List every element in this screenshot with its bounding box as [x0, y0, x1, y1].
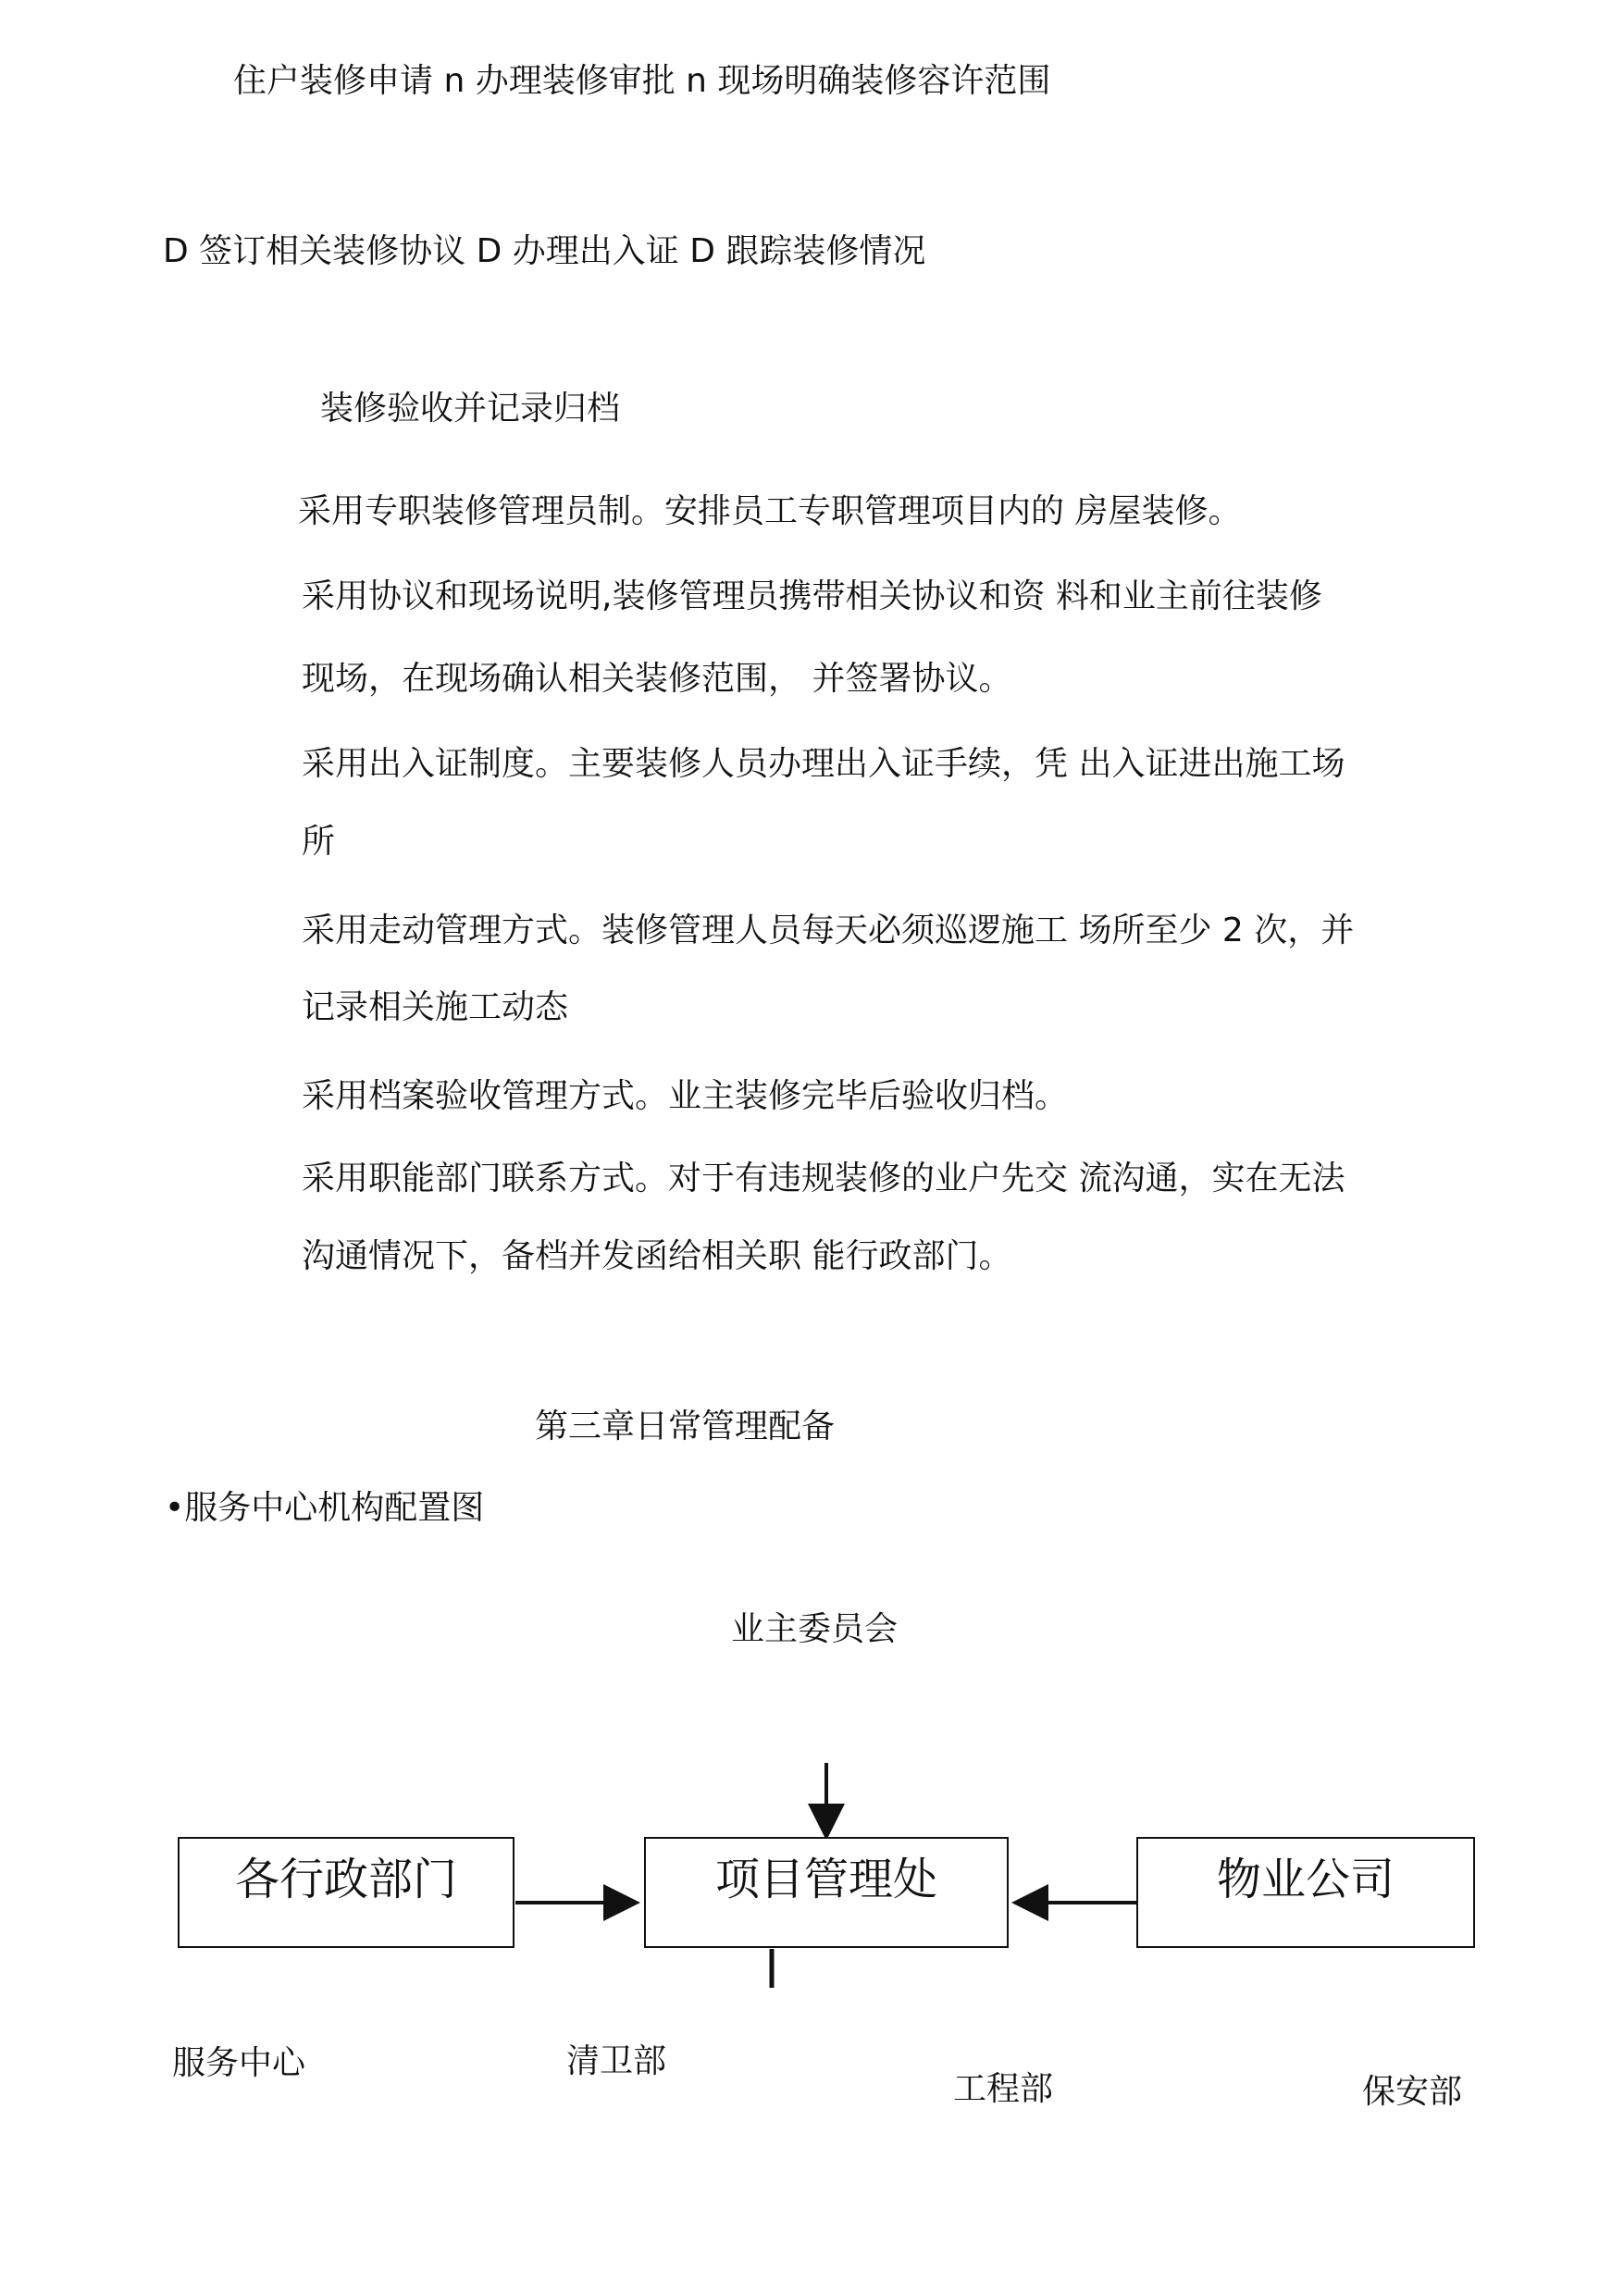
flow-line-1: 住户装修申请 n 办理装修审批 n 现场明确装修容许范围	[233, 62, 1051, 100]
measure-4-line-2: 记录相关施工动态	[302, 988, 569, 1026]
dept-security: 保安部	[1362, 2073, 1463, 2111]
org-box-property-company-label: 物业公司	[1216, 1854, 1395, 1905]
org-box-property-company	[1136, 1837, 1475, 1948]
measure-2-line-2: 现场，在现场确认相关装修范围， 并签署协议。	[302, 660, 1012, 698]
section-title: •服务中心机构配置图	[165, 1489, 485, 1527]
measure-4-line-1: 采用走动管理方式。装修管理人员每天必须巡逻施工 场所至少 2 次，并	[302, 912, 1355, 949]
org-box-admin-departments	[178, 1837, 514, 1948]
flow-line-3: 装修验收并记录归档	[320, 390, 621, 428]
dept-cleaning: 清卫部	[566, 2042, 667, 2080]
org-top-label: 业主委员会	[731, 1610, 899, 1648]
measure-6-line-1: 采用职能部门联系方式。对于有违规装修的业户先交 流沟通，实在无法	[302, 1160, 1345, 1197]
dept-service-center: 服务中心	[172, 2044, 306, 2082]
measure-5-line-1: 采用档案验收管理方式。业主装修完毕后验收归档。	[302, 1077, 1069, 1115]
measure-3-line-1: 采用出入证制度。主要装修人员办理出入证手续，凭 出入证进出施工场	[302, 745, 1345, 783]
org-box-project-management-label: 项目管理处	[714, 1854, 937, 1905]
org-box-project-management	[644, 1837, 1009, 1948]
measure-2-line-1: 采用协议和现场说明,装修管理员携带相关协议和资 料和业主前往装修	[302, 577, 1322, 615]
measure-3-line-2: 所	[302, 823, 336, 861]
flow-line-2: D 签订相关装修协议 D 办理出入证 D 跟踪装修情况	[163, 232, 926, 270]
org-box-admin-departments-label: 各行政部门	[234, 1854, 457, 1905]
measure-6-line-2: 沟通情况下，备档并发函给相关职 能行政部门。	[302, 1237, 1012, 1275]
dept-engineering: 工程部	[953, 2070, 1054, 2108]
measure-1-line-1: 采用专职装修管理员制。安排员工专职管理项目内的 房屋装修。	[298, 492, 1242, 530]
chapter-title: 第三章日常管理配备	[535, 1408, 836, 1445]
